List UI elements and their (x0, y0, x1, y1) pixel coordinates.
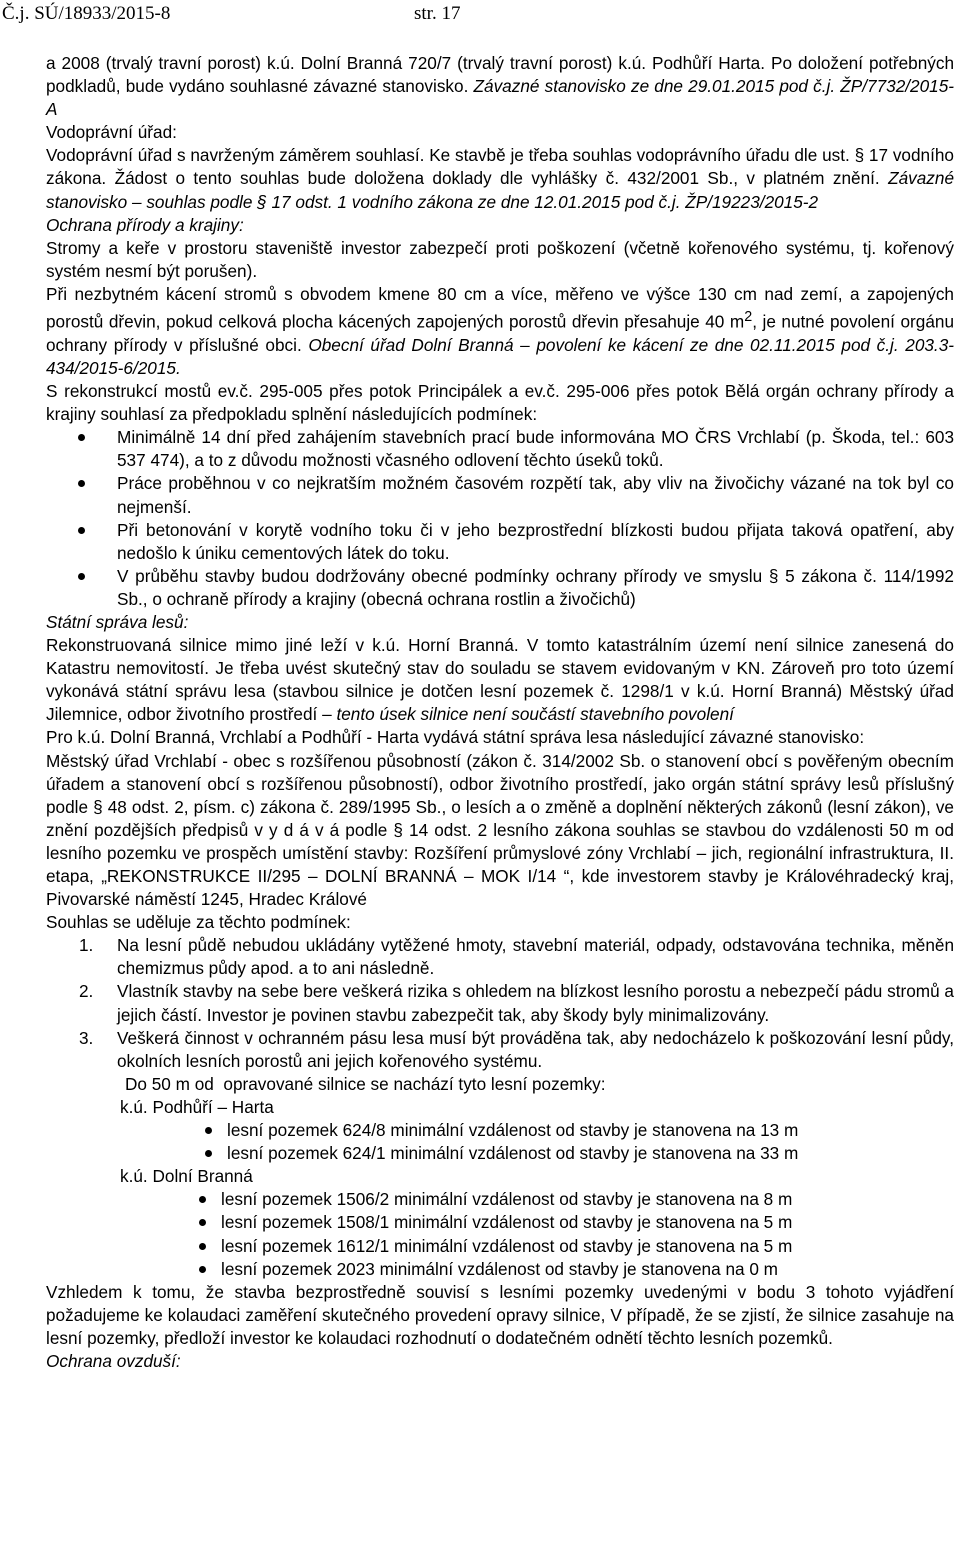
plots-list-dolni-branna (46, 1188, 954, 1280)
binding-opinion-ref: Závazné stanovisko ze dne 29.01.2015 pod č.j. ŽP/7732/2015-A (46, 76, 954, 120)
paragraph-forest-final: Vzhledem k tomu, že stavba bezprostředně souvisí s lesními pozemky uvedenými v bodu 3 tohoto vyjádření požadujeme ke kolaudaci zaměření skutečného provedení opravy silnice, V případě, že se zjistí, že silnice zasahuje na lesní pozemky, předloží investor ke kolaudaci rozhodnutí o dodatečném odnětí těchto lesních pozemků. (46, 1281, 954, 1348)
list-item: lesní pozemek 624/1 minimální vzdálenost od stavby je stanovena na 33 m (227, 1142, 954, 1165)
page-number: str. 17 (414, 3, 461, 24)
list-item: 1. Na lesní půdě nebudou ukládány vytěžené hmoty, stavební materiál, odpady, odstavována technika, měněn chemizmus půdy apod. a to ani následně. (79, 935, 954, 979)
list-item: Při betonování v korytě vodního toku či v jeho bezprostřední blízkosti budou přijata taková opatření, aby nedošlo k úniku cementových látek do toku. (117, 519, 954, 565)
section-heading-nature: Ochrana přírody a krajiny: (46, 214, 244, 235)
paragraph-forest-road: Rekonstruovaná silnice mimo jiné leží v k.ú. Horní Branná. V tomto katastrálním území není silnice zanesená do Katastru nemovitostí. Je třeba uvést skutečný stav do souladu se stavem evidovaným v KN. Zároveň pro toto území vykonává státní správu lesa (stavbou silnice je dotčen lesní pozemek č. 1298/1 v k.ú. Horní Branná) Městský úřad Jilemnice, odbor životního prostředí – tento úsek silnice není součástí stavebního povolení (46, 635, 954, 725)
forest-note: tento úsek silnice není součástí stavebního povolení (336, 704, 734, 725)
section-heading-forest: Státní správa lesů: (46, 611, 189, 632)
document-body (46, 52, 954, 1373)
plots-list-podhuri (46, 1119, 954, 1165)
water-consent-ref: Závazné stanovisko – souhlas podle § 17 odst. 1 vodního zákona ze dne 12.01.2015 pod č.j. ŽP/19223/2015-2 (46, 168, 954, 212)
paragraph-plots-intro: Do 50 m od opravované silnice se nachází tyto lesní pozemky: (125, 1073, 606, 1094)
paragraph-nature-felling: Při nezbytném kácení stromů s obvodem kmene 80 cm a více, měřeno ve výšce 130 cm nad zemí, a zapojených porostů dřevin, pokud celková plocha kácených zapojených porostů dřevin přesahuje 40 $m^2$, je nutné povolení orgánu ochrany přírody v příslušné obci. Obecní úřad Dolní Branná – povolení ke kácení ze dne 02.11.2015 pod č.j. 203.3-434/2015-6/2015. (46, 283, 955, 378)
paragraph-conditions-intro: Souhlas se uděluje za těchto podmínek: (46, 912, 351, 933)
list-item: lesní pozemek 1612/1 minimální vzdálenost od stavby je stanovena na 5 m (221, 1235, 954, 1258)
list-item: V průběhu stavby budou dodržovány obecné podmínky ochrany přírody ve smyslu § 5 zákona č. 114/1992 Sb., o ochraně přírody a krajiny (obecná ochrana rostlin a živočichů) (117, 565, 954, 611)
paragraph-intro: a 2008 (trvalý travní porost) k.ú. Dolní Branná 720/7 (trvalý travní porost) k.ú. Podhůří Harta. Po doložení potřebných podkladů, bude vydáno souhlasné závazné stanovisko. Závazné stanovisko ze dne 29.01.2015 pod č.j. ŽP/7732/2015-A (46, 53, 954, 120)
list-item: 2. Vlastník stavby na sebe bere veškerá rizika s ohledem na blízkost lesního porostu a nebezpečí pádu stromů a jejich částí. Investor je povinen stavbu zabezpečit tak, aby škody byly minimalizovány. (79, 981, 954, 1025)
list-item: Práce proběhnou v co nejkratším možném časovém rozpětí tak, aby vliv na živočichy vázané na tok byl co nejmenší. (117, 472, 954, 518)
list-item: 3. Veškerá činnost v ochranném pásu lesa musí být prováděna tak, aby nedocházelo k poškozování lesní půdy, okolních lesních porostů ani jejich kořenového systému. (79, 1027, 954, 1071)
felling-permit-ref: Obecní úřad Dolní Branná – povolení ke kácení ze dne 02.11.2015 pod č.j. 203.3-434/2015-6/2015. (46, 334, 954, 378)
list-item: Minimálně 14 dní před zahájením stavebních prací bude informována MO ČRS Vrchlabí (p. Škoda, tel.: 603 537 474), a to z důvodu možnosti včasného odlovení těchto úseků toků. (117, 426, 954, 472)
nature-conditions-list (46, 426, 954, 611)
paragraph-forest-consent: Městský úřad Vrchlabí - obec s rozšířenou působností (zákon č. 314/2002 Sb. o stanovení obcí s pověřeným obecním úřadem a stanovení obcí s rozšířenou působností), odbor životního prostředí, jako orgán státní správy lesů příslušný podle § 48 odst. 2, písm. c) zákona č. 289/1995 Sb., o lesích a o změně a doplnění některých zákonů (lesní zákon), ve znění pozdějších předpisů v y d á v á podle § 14 odst. 2 lesního zákona souhlas se stavbou do vzdálenosti 50 m od lesního pozemku ve prospěch umístění stavby: Rozšíření průmyslové zóny Vrchlabí – jich, regionální infrastruktura, II. etapa, „REKONSTRUKCE II/295 – DOLNÍ BRANNÁ – MOK I/14 “, kde investorem stavby je Královéhradecký kraj, Pivovarské náměstí 1245, Hradec Králové (46, 750, 954, 910)
paragraph-nature-bridges: S rekonstrukcí mostů ev.č. 295-005 přes potok Principálek a ev.č. 295-006 přes potok Bělá orgán ochrany přírody a krajiny souhlasí za předpokladu splnění následujících podmínek: (46, 381, 954, 425)
section-heading-air: Ochrana ovzduší: (46, 1350, 181, 1371)
document-reference: Č.j. SÚ/18933/2015-8 (2, 3, 171, 24)
list-item: lesní pozemek 1506/2 minimální vzdálenost od stavby je stanovena na 8 m (221, 1188, 954, 1211)
list-item: lesní pozemek 1508/1 minimální vzdálenost od stavby je stanovena na 5 m (221, 1211, 954, 1234)
paragraph-forest-opinion: Pro k.ú. Dolní Branná, Vrchlabí a Podhůří - Harta vydává státní správa lesa následující závazné stanovisko: (46, 727, 865, 748)
cadastral-area-dolni-branna: k.ú. Dolní Branná (120, 1166, 253, 1187)
paragraph-water: Vodoprávní úřad s navrženým záměrem souhlasí. Ke stavbě je třeba souhlas vodoprávního úřadu dle ust. § 17 vodního zákona. Žádost o tento souhlas bude doložena doklady dle vyhlášky č. 432/2001 Sb., v platném znění. Závazné stanovisko – souhlas podle § 17 odst. 1 vodního zákona ze dne 12.01.2015 pod č.j. ŽP/19223/2015-2 (46, 145, 954, 212)
list-item: lesní pozemek 624/8 minimální vzdálenost od stavby je stanovena na 13 m (227, 1119, 954, 1142)
forest-conditions-list (46, 934, 954, 1073)
section-heading-water: Vodoprávní úřad: (46, 122, 177, 143)
paragraph-nature-trees: Stromy a keře v prostoru staveniště investor zabezpečí proti poškození (včetně kořenového systému, tj. kořenový systém nesmí být porušen). (46, 237, 954, 281)
cadastral-area-podhuri: k.ú. Podhůří – Harta (120, 1096, 274, 1117)
list-item: lesní pozemek 2023 minimální vzdálenost od stavby je stanovena na 0 m (221, 1258, 954, 1281)
